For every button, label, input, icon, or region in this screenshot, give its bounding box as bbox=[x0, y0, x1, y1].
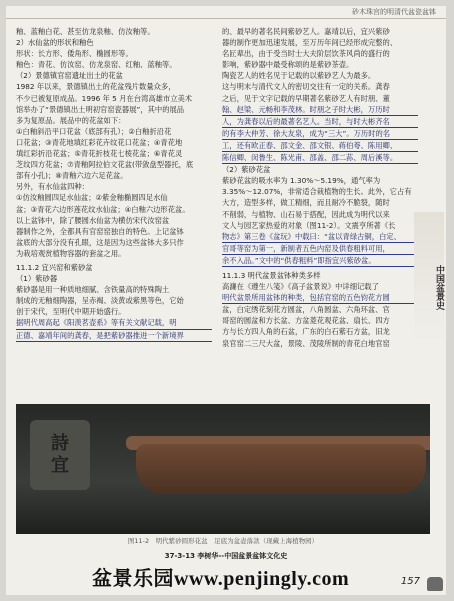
text-line: 之后，见于文字记载的早期著名紫砂艺人有时朋、董 bbox=[222, 93, 390, 103]
text-line: 部有小孔)；⑧青釉六边六足花盆。 bbox=[16, 171, 128, 181]
page-number: 157 bbox=[400, 576, 420, 587]
text-line: 馆举办了“景德镇出土明初官窑瓷器展”，其中的展品 bbox=[16, 104, 185, 114]
text-line: 为栽培观赏植物容器的套盆之用。 bbox=[16, 248, 126, 258]
page-header bbox=[6, 6, 446, 19]
text-line: 余不入品。”文中的“供春粗料”即指宜兴紫砂盆。 bbox=[222, 255, 418, 267]
text-line: 哥窑的圆盆和方长盆、方盆菱花观花盆、扇长、四方 bbox=[222, 316, 390, 326]
pot-body-shape bbox=[136, 444, 426, 494]
text-line: 1982 年以来，景德镇出土的花盆残片数量众多， bbox=[16, 82, 176, 92]
text-line: 高濂在《遵生八笺》《高子盆景说》中详细记载了 bbox=[222, 282, 379, 292]
text-line: 多为复原品。展品中的花盆如下： bbox=[16, 115, 126, 125]
text-line: 另外，有水仙盆四种： bbox=[16, 182, 89, 192]
text-line: ①仿汝釉圆四足水仙盆；②紫金釉椭圆四足水仙 bbox=[16, 193, 168, 203]
text-line: 这与明末与清代文人的密切交往有一定的关系。龚春 bbox=[222, 82, 390, 92]
text-line: 明代盆景所用盆钵的种类，包括官窑的五色钧花方圆 bbox=[222, 292, 418, 304]
figure-caption: 图11-2 明代紫砂圆形花盆 足底为盆壶落款（现藏上海植物园） bbox=[127, 537, 319, 545]
text-line: 大方，造型多样，做工精细，而且耐冷不脆裂，随时 bbox=[222, 198, 390, 208]
text-line: 器制作之外，全都具有官窑窑独自的特色。上记盆钵 bbox=[16, 226, 184, 236]
text-line: 正德、嘉靖年间的龚春，是把紫砂器推进一个新境界 bbox=[16, 330, 212, 342]
text-line: 填红彩折沿花盆；⑤青花折枝花七棱花盆；⑥青花灵 bbox=[16, 149, 183, 159]
text-line: 形状：长方形、倭角形、椭圆形等。 bbox=[16, 49, 133, 59]
text-line: 陶瓷艺人的姓名见于记载的以紫砂艺人为最多。 bbox=[222, 71, 376, 81]
figure-photo bbox=[16, 404, 430, 534]
text-line: 工，还有欧正春、邵文金、邵文银、蒋伯荂、陈用卿、 bbox=[222, 140, 418, 152]
seal-stamp-image: 詩 宜 bbox=[30, 420, 90, 490]
text-line: 文人与园艺家热爱的对象（图11-2）。文震亨所著《长 bbox=[222, 220, 396, 230]
right-text-column bbox=[222, 26, 418, 349]
text-line: 陈信卿、闵鲁生、陈光甫、邵盖、邵二荪、周后溪等。 bbox=[222, 152, 418, 164]
text-line: 名匠辈出，由于受当时士大夫阶层饮茶风尚的盛行的 bbox=[222, 49, 390, 59]
side-title: 中国盆景史 bbox=[434, 264, 444, 310]
left-text-column bbox=[16, 26, 212, 342]
source-line: 37-3-13 李树华--中国盆景盆钵文化史 bbox=[164, 552, 288, 560]
text-line: 芝纹四方花盆；⑦青釉阿拉伯文花盆(带敛盘型器托，底 bbox=[16, 160, 194, 170]
text-line: 盆，白定绣花刻花方圆盆，八角圆盆、六角环盆、官 bbox=[222, 305, 390, 315]
watermark-text: 盆景乐园www.penjingly.com bbox=[92, 568, 350, 590]
text-line: 3.35%～12.07%，非常适合栽植物的生长。此外，它占有 bbox=[222, 187, 412, 197]
text-line: 不少已被复原成品。1996 年 5 月在台湾高雄市立美术 bbox=[16, 93, 193, 103]
text-line: 物志》第三卷《盆玩》中载曰：“盆以青绿古铜，白定、 bbox=[222, 231, 418, 243]
text-line: 创于宋代，至明代中期开始盛行。 bbox=[16, 307, 126, 317]
text-line: 方与长方四人角的石盆，广东的白石紫石方盆，旧龙 bbox=[222, 327, 390, 337]
running-head: 砂木珠宫的明清代盆瓷盆钵 bbox=[352, 8, 436, 16]
text-line: 釉、蓝釉白花、甚至仿龙泉釉、仿汝釉等。 bbox=[16, 27, 155, 36]
text-line: 影响，紫砂器中最受称颂的是紫砂茶壶。 bbox=[222, 60, 354, 70]
bonsai-pot-icon bbox=[427, 577, 443, 591]
text-line: 翰、赵梁、元畅和李茂林。时朋之子时大彬，万历时 bbox=[222, 104, 418, 116]
subheading: （1）紫砂器 bbox=[16, 274, 58, 284]
section-heading: 11.1.3 明代盆景盆钵种类多样 bbox=[222, 270, 321, 280]
text-line: 的有李大仲芳、徐大友泉，成为“三大”。万历时的名 bbox=[222, 128, 418, 140]
book-page bbox=[6, 6, 446, 595]
text-line: 人，为龚春以后的最著名艺人。当时，与时大彬齐名 bbox=[222, 116, 418, 128]
text-line: 盆底的大部分没有孔眼，这是因为这些盆钵大多只作 bbox=[16, 237, 184, 247]
text-line: 制成的无釉细陶器，呈赤褐、淡黄或紫黑等色，它始 bbox=[16, 296, 184, 306]
text-line: 据明代周高起《阳羡茗壶系》等有关文献记载，明 bbox=[16, 317, 212, 329]
subheading: 2）水仙盆的形状和釉色 bbox=[16, 38, 94, 48]
subheading: （2）景德镇官窑遗址出土的花盆 bbox=[16, 71, 123, 81]
text-line: 的、最早的著名民间紫砂艺人。嘉靖以后，宜兴紫砂 bbox=[222, 27, 390, 36]
text-line: 釉色：青花、仿汝窑、仿龙泉窑、红釉、蓝釉等。 bbox=[16, 60, 177, 70]
section-heading: 11.1.2 宜兴窑和紫砂盆 bbox=[16, 262, 93, 272]
text-line: 官哥等窑为第一，新制者五色内窑及供春粗料可用， bbox=[222, 243, 418, 255]
text-line: 紫砂器是用一种质地细腻、含铁量高的特殊陶土 bbox=[16, 285, 170, 295]
text-line: 器的制作更加迅速发展，至万历年间已经形成完整的、 bbox=[222, 38, 398, 48]
text-line: 不削弱，与植物、山石易于搭配，因此成为明代以来 bbox=[222, 209, 390, 219]
text-line: 口花盆；③青花地填红彩花卉纹花口花盆；④青花地 bbox=[16, 137, 183, 147]
text-line: 紫砂花盆的吸水率为 1.30%～5.19%，通气率为 bbox=[222, 176, 381, 186]
subheading: （2）紫砂花盆 bbox=[222, 165, 271, 175]
text-line: 盆；③青花六边形莲花纹水仙盆；④白釉六边形花盆。 bbox=[16, 204, 190, 214]
text-line: ①白釉斜沿平口花盆（底部有孔）；②白釉折沿花 bbox=[16, 126, 172, 136]
text-line: 以上盆钵中，除了腰圆水仙盆为横仿宋代汝窑盆 bbox=[16, 215, 170, 225]
text-line: 泉官窑二三尺大盆，景陵、茂陵所制的青花白地官窑 bbox=[222, 338, 390, 348]
